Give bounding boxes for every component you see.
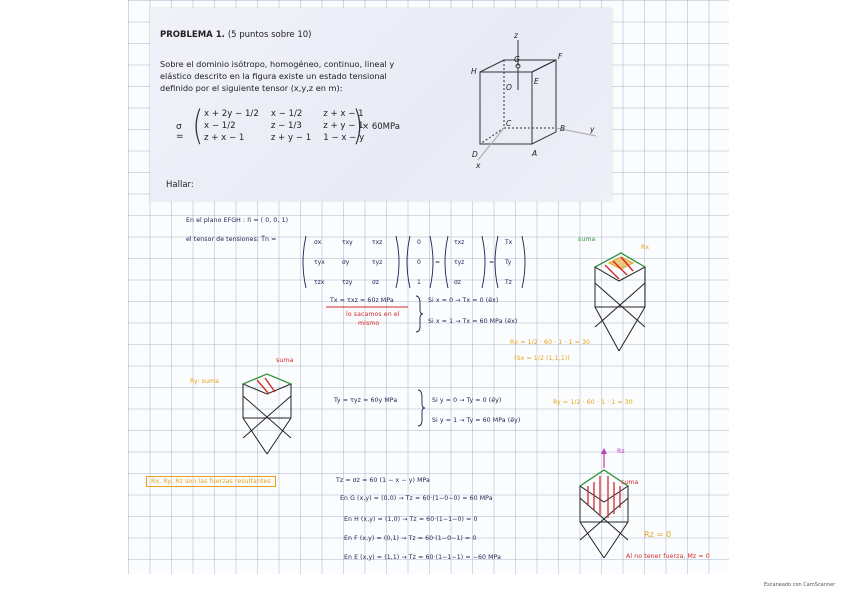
cube-side-face <box>532 60 556 144</box>
label-G: G <box>514 55 520 64</box>
note-ty-case-2: Si y = 1 → Ty = 60 MPa (e⃗y) <box>432 417 521 424</box>
matrix-cell: z − 1/3 <box>270 121 302 131</box>
result-cell: τxz <box>454 239 465 246</box>
tensor-cell: τzy <box>342 279 353 286</box>
label-C: C <box>506 119 512 128</box>
matrix-unit: × 60MPa <box>362 122 400 132</box>
sketch-cube-rz <box>570 446 650 566</box>
label-x: x <box>476 161 481 170</box>
tensor-cell: τzx <box>314 279 325 286</box>
handwritten-tensor-equation <box>300 232 530 292</box>
paren <box>396 236 399 288</box>
matrix-cell: z + y − 1 <box>323 121 364 131</box>
note-green-top: suma <box>578 236 596 243</box>
cube-hidden-edge <box>480 128 504 144</box>
sigma-symbol: σ = <box>176 122 184 142</box>
label-E: E <box>534 77 539 86</box>
brace <box>416 388 426 428</box>
problem-title <box>160 30 311 40</box>
note-ty: Ty = τyz = 60y MPa <box>334 397 398 404</box>
note-red-1: lo sacamos en el <box>346 311 400 318</box>
note-ry-label: Ry: suma <box>190 378 219 385</box>
paren <box>430 236 433 288</box>
note-rz: Rz <box>617 448 625 455</box>
matrix-row <box>198 108 370 120</box>
matrix-row <box>198 132 370 144</box>
note-boxed: Rx, Ry, Rz son las fuerzas resultantes <box>146 476 276 487</box>
label-z: z <box>514 31 518 40</box>
t-cell: Ty <box>505 259 512 266</box>
note-green-bot: suma <box>621 479 639 486</box>
label-F: F <box>558 52 563 61</box>
matrix-cell: x + 2y − 1/2 <box>204 109 259 119</box>
matrix-cell: x − 1/2 <box>204 121 236 131</box>
problem-points: (5 puntos sobre 10) <box>227 30 312 40</box>
label-y: y <box>590 125 595 134</box>
note-ty-case-1: Si y = 0 → Ty = 0 (e⃗y) <box>432 397 502 404</box>
note-tz-e: En E (x,y) = (1,1) → Tz = 60·(1−1−1) = −60 MPa <box>344 554 502 561</box>
n-vec-cell: 0 <box>417 239 421 246</box>
note-tz-h: En H (x,y) = (1,0) → Tz = 60·(1−1−0) = 0 <box>344 516 478 523</box>
note-tx-case-1: Si x = 0 → Tx = 0 (e⃗x) <box>428 297 499 304</box>
matrix-right-paren: ) <box>352 103 364 149</box>
note-tx-case-2: Si x = 1 → Tx = 60 MPa (e⃗x) <box>428 318 518 325</box>
label-D: D <box>472 150 478 159</box>
paren <box>522 236 525 288</box>
paren <box>303 236 306 288</box>
hallar-label: Hallar: <box>166 180 194 190</box>
tensor-cell: τyz <box>372 259 383 266</box>
scanner-watermark: Escaneado con CamScanner <box>764 582 836 588</box>
tensor-cell: τyx <box>314 259 325 266</box>
note-bottom-right: Al no tener fuerza, Mz = 0 <box>626 553 710 560</box>
matrix-cell: z + x − 1 <box>204 133 245 143</box>
brace <box>414 294 424 334</box>
note-tx: Tx = τxz = 60z MPa <box>330 297 394 304</box>
label-H: H <box>471 67 477 76</box>
matrix-cell: z + y − 1 <box>270 133 312 143</box>
tensor-cell: τxz <box>372 239 383 246</box>
red-underline <box>326 305 410 309</box>
problem-title-text: PROBLEMA 1. <box>160 30 225 40</box>
note-ry-formula: Ry = 1/2 · 60 · 1 · 1 = 30 <box>553 399 633 406</box>
paren <box>445 236 448 288</box>
problem-statement-card <box>150 8 612 201</box>
note-stress-vector: el tensor de tensiones: T⃗n = <box>186 236 277 243</box>
paren <box>407 236 410 288</box>
note-tz-g: En G (x,y) = (0,0) → Tz = 60·(1−0−0) = 60 MPa <box>340 495 493 502</box>
note-plane: En el plano EFGH : n⃗ = ( 0, 0, 1) <box>186 217 289 224</box>
note-rx-formula: Rx = 1/2 · 60 · 1 · 1 = 30 <box>510 339 591 346</box>
equals-sign: = <box>435 259 441 266</box>
label-O: O <box>506 83 512 92</box>
matrix-table <box>198 103 370 149</box>
equals-sign: = <box>489 259 495 266</box>
label-B: B <box>560 124 566 133</box>
tensor-cell: τxy <box>342 239 353 246</box>
t-cell: Tx <box>505 239 513 246</box>
note-rx: Rx <box>641 244 650 251</box>
matrix-cell: z + x − 1 <box>323 109 364 119</box>
note-tz-f: En F (x,y) = (0,1) → Tz = 60·(1−0−1) = 0 <box>344 535 477 542</box>
label-A: A <box>532 149 538 158</box>
matrix-cell: x − 1/2 <box>270 109 303 119</box>
problem-statement-text: Sobre el dominio isótropo, homogéneo, continuo, lineal y elástico descrito en la figura existe un estado tensional definido por el siguiente tensor (x,y,z en m): <box>160 59 395 93</box>
matrix-cell: 1 − x − y <box>323 133 365 143</box>
note-rx-vec: (Sx = 1/2 (1,1,1)) <box>514 355 570 362</box>
sketch-cube-rx <box>575 235 675 355</box>
tensor-cell: σx <box>314 239 322 246</box>
tensor-cell: σy <box>342 259 350 266</box>
note-tz: Tz = σz = 60 (1 − x − y) MPa <box>336 477 430 484</box>
note-red-2: mismo <box>358 320 380 327</box>
matrix-row <box>198 120 370 132</box>
paren <box>495 236 498 288</box>
matrix-left-paren: ( <box>192 103 204 149</box>
t-cell: Tz <box>505 279 512 286</box>
cube-figure <box>468 32 598 172</box>
n-vec-cell: 0 <box>417 259 421 266</box>
note-green-mid: suma <box>276 357 294 364</box>
result-cell: σz <box>454 279 461 286</box>
sketch-cube-ry <box>235 362 305 462</box>
tensor-cell: σz <box>372 279 379 286</box>
result-cell: τyz <box>454 259 465 266</box>
paren <box>482 236 485 288</box>
n-vec-cell: 1 <box>417 279 421 286</box>
note-rz-formula: Rz = 0 <box>644 530 672 539</box>
